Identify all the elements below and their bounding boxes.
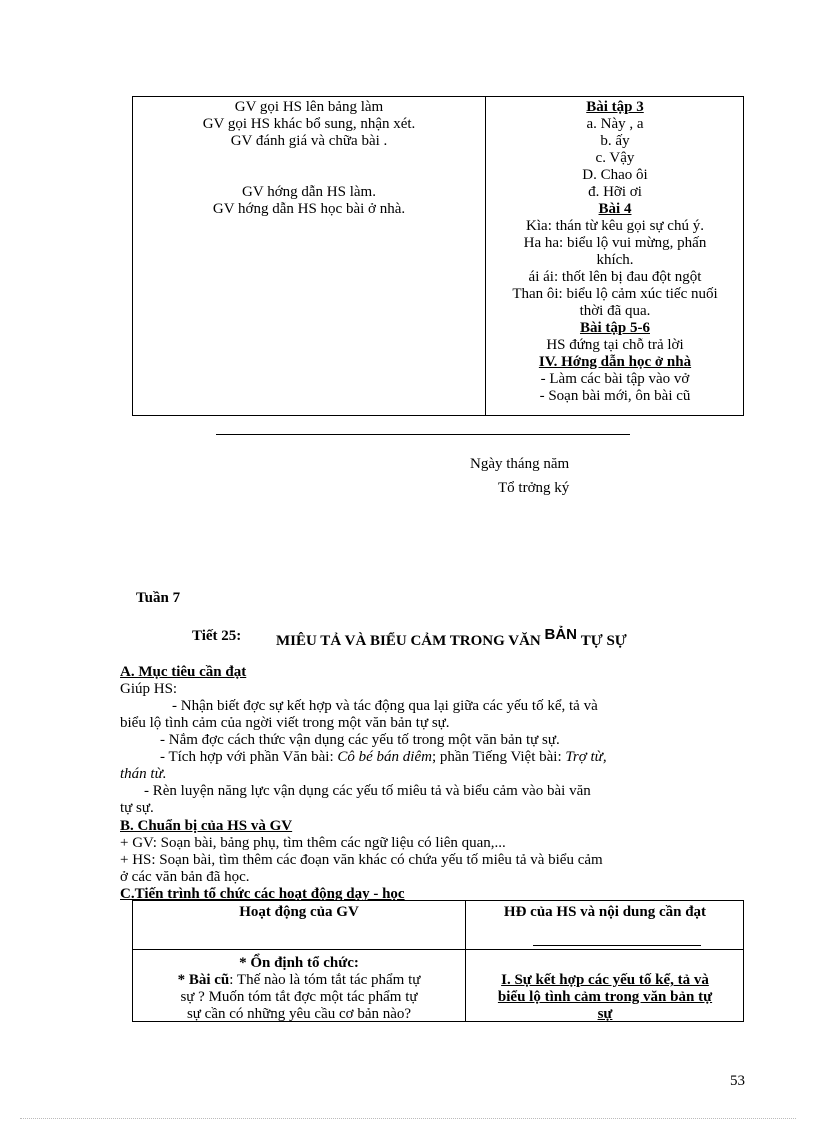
section-b bbox=[120, 818, 750, 886]
review-line bbox=[133, 972, 465, 989]
separator-line bbox=[216, 434, 630, 435]
homework-line: - Làm các bài tập vào vở bbox=[540, 371, 690, 387]
exercise-line: khích. bbox=[596, 252, 634, 268]
lesson-number: Tiết 25: bbox=[192, 628, 242, 644]
text: Trợ từ, bbox=[565, 749, 607, 765]
paragraph: - Rèn luyện năng lực vận dụng các yếu tố miêu tả và biểu cảm vào bài văn bbox=[144, 783, 591, 799]
exercise-line: ái ái: thốt lên bị đau đột ngột bbox=[528, 269, 702, 285]
exercise-item: D. Chao ôi bbox=[582, 167, 648, 183]
warmup-line: * Ổn định tổ chức: bbox=[239, 955, 359, 971]
paragraph: tự sự. bbox=[120, 800, 154, 816]
paragraph: ở các văn bản đã học. bbox=[120, 869, 250, 885]
exercise-item: đ. Hỡi ơi bbox=[588, 184, 642, 200]
left-line: GV gọi HS khác bổ sung, nhận xét. bbox=[202, 116, 416, 132]
student-content-column bbox=[486, 99, 744, 405]
text: Cô bé bán diêm bbox=[337, 749, 432, 765]
section-a bbox=[120, 664, 750, 817]
exercise-line: thời đã qua. bbox=[579, 303, 651, 319]
exercise-4-title: Bài 4 bbox=[598, 201, 632, 217]
paragraph: + HS: Soạn bài, tìm thêm các đoạn văn khác có chứa yếu tố miêu tả và biểu cảm bbox=[120, 852, 603, 868]
lesson-title-part: BẢN bbox=[544, 626, 578, 643]
exercise-3-title: Bài tập 3 bbox=[586, 99, 644, 115]
paragraph: thán từ. bbox=[120, 766, 167, 782]
homework-line: - Soạn bài mới, ôn bài cũ bbox=[539, 388, 691, 404]
teacher-column bbox=[133, 955, 465, 1023]
header-teacher: Hoạt động của GV bbox=[239, 904, 359, 920]
section-c-heading: C.Tiến trình tổ chức các hoạt động dạy - học bbox=[120, 886, 405, 902]
left-line: GV gọi HS lên bảng làm bbox=[234, 99, 384, 115]
exercise-item: a. Này , a bbox=[586, 116, 644, 132]
paragraph: biểu lộ tình cảm của ngời viết trong một văn bản tự sự. bbox=[120, 715, 450, 731]
content-line: biểu lộ tình cảm trong văn bản tự bbox=[497, 989, 713, 1005]
text: : Thế nào là tóm tắt tác phẩm tự bbox=[229, 972, 421, 988]
text: ; phần Tiếng Việt bài: bbox=[431, 749, 566, 765]
review-line: sự cần có những yêu cầu cơ bản nào? bbox=[186, 1006, 412, 1022]
paragraph: Giúp HS: bbox=[120, 681, 178, 697]
text: - Tích hợp với phần Văn bài: bbox=[160, 749, 338, 765]
footer-dotted-line bbox=[20, 1118, 796, 1119]
exercise-line: Ha ha: biểu lộ vui mừng, phấn bbox=[523, 235, 707, 251]
exercise-line: Than ôi: biểu lộ cảm xúc tiếc nuối bbox=[512, 286, 718, 302]
exercise-line: Kìa: thán từ kêu gọi sự chú ý. bbox=[526, 218, 704, 234]
section-b-heading: B. Chuẩn bị của HS và GV bbox=[120, 818, 293, 834]
table-row-divider bbox=[133, 949, 743, 950]
page-number: 53 bbox=[730, 1073, 745, 1089]
paragraph: + GV: Soạn bài, bảng phụ, tìm thêm các ngữ liệu có liên quan,... bbox=[120, 835, 506, 851]
signature-role: Tổ trởng ký bbox=[498, 480, 570, 496]
activity-table-top bbox=[132, 96, 744, 416]
review-label: * Bài cũ bbox=[177, 972, 230, 988]
header-underline bbox=[533, 945, 701, 946]
left-line: GV đánh giá và chữa bài . bbox=[230, 133, 388, 149]
review-line: sự ? Muốn tóm tắt đợc một tác phẩm tự bbox=[180, 989, 418, 1005]
paragraph: - Nắm đợc cách thức vận dụng các yếu tố trong một văn bản tự sự. bbox=[160, 732, 560, 748]
content-line: I. Sự kết hợp các yếu tố kể, tả và bbox=[501, 972, 709, 988]
lesson-title bbox=[276, 626, 627, 650]
exercise-item: c. Vậy bbox=[595, 150, 635, 166]
week-label: Tuần 7 bbox=[136, 590, 181, 606]
activity-table-bottom bbox=[132, 900, 744, 1022]
left-line: GV hớng dẫn HS học bài ở nhà. bbox=[212, 201, 406, 217]
paragraph bbox=[120, 749, 750, 766]
exercise-line: HS đứng tại chỗ trả lời bbox=[546, 337, 684, 353]
content-line: sự bbox=[597, 1006, 613, 1022]
header-student: HĐ của HS và nội dung cần đạt bbox=[503, 904, 707, 920]
left-line: GV hớng dẫn HS làm. bbox=[242, 184, 376, 200]
exercise-item: b. ấy bbox=[600, 133, 630, 149]
teacher-activity-column bbox=[133, 99, 485, 218]
section-iv-heading: IV. Hớng dẫn học ở nhà bbox=[538, 354, 692, 370]
lesson-title-part: TỰ SỰ bbox=[580, 633, 627, 649]
student-column bbox=[466, 972, 744, 1023]
lesson-title-part: MIÊU TẢ VÀ BIỂU CẢM TRONG VĂN bbox=[276, 633, 541, 649]
signature-date: Ngày tháng năm bbox=[470, 456, 570, 472]
section-a-heading: A. Mục tiêu cần đạt bbox=[120, 664, 247, 680]
paragraph: - Nhận biết đợc sự kết hợp và tác động qua lại giữa các yếu tố kể, tả và bbox=[172, 698, 598, 714]
exercise-5-6-title: Bài tập 5-6 bbox=[579, 320, 650, 336]
